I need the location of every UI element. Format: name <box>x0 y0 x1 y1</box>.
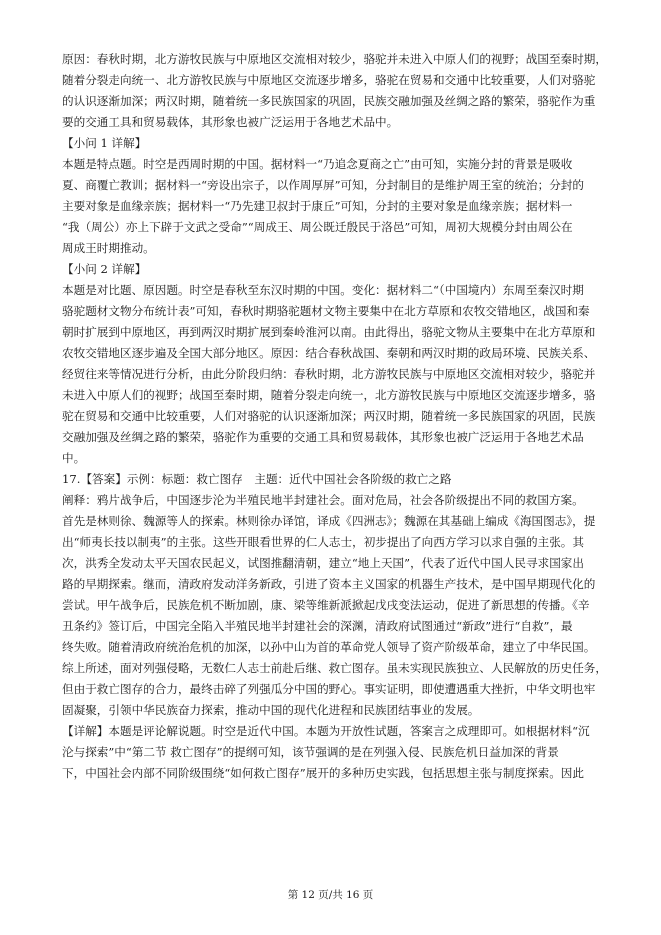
text-line: 原因：春秋时期，北方游牧民族与中原地区交流相对较少，骆驼并未进入中原人们的视野；战国至秦时期， <box>62 52 607 66</box>
text-line: 下，中国社会内部不同阶级围绕“如何救亡图存”展开的多种历史实践，包括思想主张与制度探索。因此 <box>62 766 584 780</box>
text-line: 未进入中原人们的视野；战国至秦时期，随着分裂走向统一，北方游牧民族与中原地区交流逐步增多，骆 <box>62 388 596 402</box>
text-line: 经贸往来等情况进行分析，由此分阶段归纳：春秋时期，北方游牧民族与中原地区交流相对较少，骆驼并 <box>62 367 596 381</box>
text-line: 驼在贸易和交通中比较重要，人们对骆驼的认识逐渐加深；两汉时期，随着统一多民族国家的巩固，民族 <box>62 409 596 423</box>
text-line: 尝试。甲午战争后，民族危机不断加剧，康、梁等维新派掀起戊戌变法运动，促进了新思想的传播。《辛 <box>62 598 590 612</box>
text-line: 中。 <box>62 451 86 465</box>
page-footer: 第 12 页/共 16 页 <box>287 889 374 901</box>
text-line: 要的交通工具和贸易载体，其形象也被广泛运用于各地艺术品中。 <box>62 115 399 129</box>
text-line: 路的早期探索。继而，清政府发动洋务新政，引进了资本主义国家的机器生产技术，是中国早期现代化的 <box>62 577 596 591</box>
text-line: 主要对象是血缘亲族；据材料一“乃先建卫叔封于康丘”可知，分封的主要对象是血缘亲族；据材料一 <box>62 199 573 213</box>
text-line: “我（周公）亦上下辟于文武之受命”“周成王、周公既迁殷民于洛邑”可知，周初大规模分封由周公在 <box>62 220 573 234</box>
text-line: 综上所述，面对列强侵略，无数仁人志士前赴后继、救亡图存。虽未实现民族独立、人民解放的历史任务， <box>62 661 607 675</box>
text-line: 沦与探索”中“第二节 救亡图存”的提纲可知，该节强调的是在列强入侵、民族危机日益加深的背景 <box>62 745 559 759</box>
text-line: 丑条约》签订后，中国完全陷入半殖民地半封建社会的深渊，清政府试图通过“新政”进行“自救”，最 <box>62 619 573 633</box>
text-line: 骆驼题材文物分布统计表”可知，春秋时期骆驼题材文物主要集中在北方草原和农牧交错地区，战国和秦 <box>62 304 590 318</box>
text-line: 农牧交错地区逐步遍及全国大部分地区。原因：结合春秋战国、秦朝和两汉时期的政局环境、民族关系、 <box>62 346 596 360</box>
text-line: 【详解】本题是评论解说题。时空是近代中国。本题为开放性试题，答案言之成理即可。如根据材料“沉 <box>62 724 590 738</box>
text-line: 本题是特点题。时空是西周时期的中国。据材料一“乃追念夏商之亡”由可知，实施分封的背景是吸收 <box>62 157 573 171</box>
text-line: 的认识逐渐加深；两汉时期，随着统一多民族国家的巩固，民族交融加强及丝绸之路的繁荣，骆驼作为重 <box>62 94 596 108</box>
text-line: 次，洪秀全发动太平天国农民起义，试图推翻清朝，建立“地上天国”，代表了近代中国人民寻求国家出 <box>62 556 584 570</box>
text-line: 夏、商覆亡教训；据材料一“旁设出宗子，以作周厚屏”可知，分封制目的是维护周王室的统治；分封的 <box>62 178 584 192</box>
text-line: 交融加强及丝绸之路的繁荣，骆驼作为重要的交通工具和贸易载体，其形象也被广泛运用于各地艺术品 <box>62 430 584 444</box>
text-line: 朝时扩展到中原地区，再到两汉时期扩展到秦岭淮河以南。由此得出，骆驼文物从主要集中在北方草原和 <box>62 325 596 339</box>
text-line: 固凝聚，引领中华民族奋力探索，推动中国的现代化进程和民族团结事业的发展。 <box>62 703 480 717</box>
text-line: 本题是对比题、原因题。时空是春秋至东汉时期的中国。变化：据材料二“（中国境内）东周至秦汉时期 <box>62 283 584 297</box>
text-line: 17.【答案】示例：标题：救亡图存 主题：近代中国社会各阶级的救亡之路 <box>62 472 452 486</box>
text-line: 周成王时期推动。 <box>62 241 155 255</box>
text-line: 终失败。随着清政府统治危机的加深，以孙中山为首的革命党人领导了资产阶级革命，建立了中华民国。 <box>62 640 596 654</box>
text-line: 但由于救亡图存的合力，最终击碎了列强瓜分中国的野心。事实证明，即使遭遇重大挫折，中华文明也牢 <box>62 682 596 696</box>
text-line: 首先是林则徐、魏源等人的探索。林则徐办译馆，译成《四洲志》；魏源在其基础上编成《海国图志》，提 <box>62 514 596 528</box>
text-line: 随着分裂走向统一、北方游牧民族与中原地区交流逐步增多，骆驼在贸易和交通中比较重要，人们对骆驼 <box>62 73 596 87</box>
text-line: 【小问 1 详解】 <box>62 136 147 150</box>
text-line: 阐释：鸦片战争后，中国逐步沦为半殖民地半封建社会。面对危局，社会各阶级提出不同的救国方案。 <box>62 493 584 507</box>
text-line: 出“师夷长技以制夷”的主张。这些开眼看世界的仁人志士，初步提出了向西方学习以求自强的主张。其 <box>62 535 584 549</box>
text-line: 【小问 2 详解】 <box>62 262 147 276</box>
page-body <box>62 49 607 784</box>
